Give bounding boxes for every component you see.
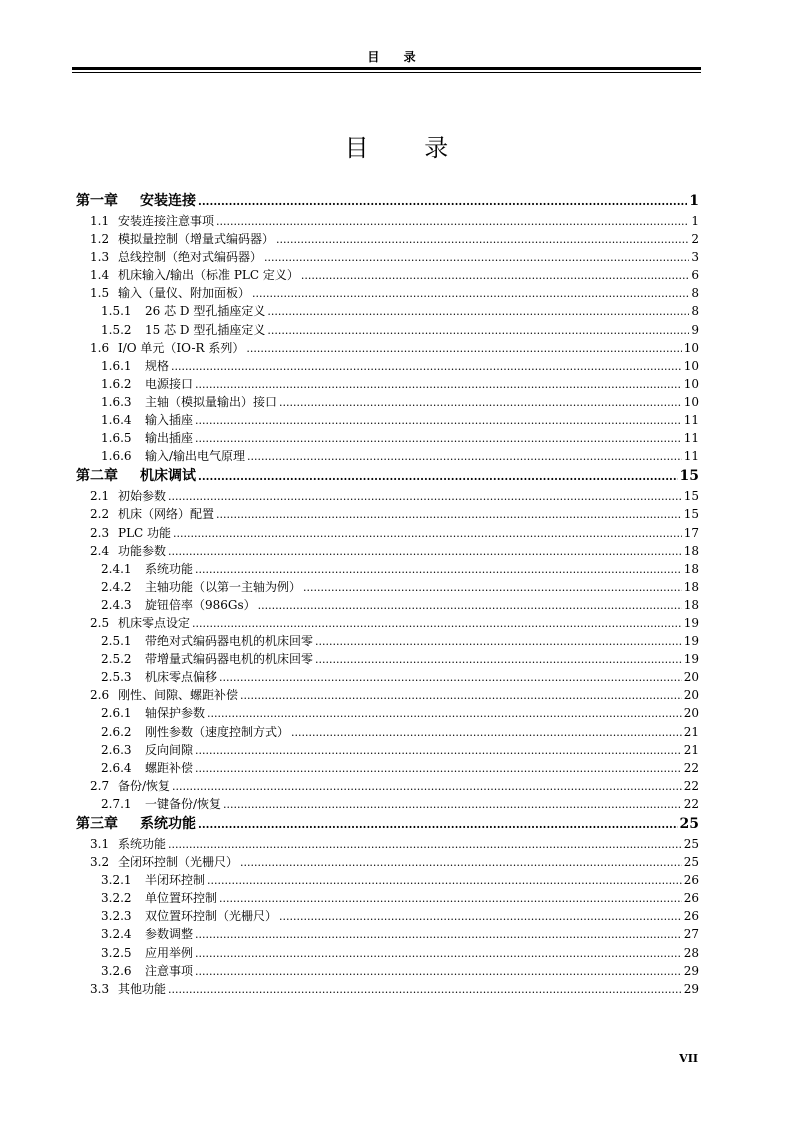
table-of-contents: [76, 190, 699, 998]
toc-dot-leader: [216, 215, 689, 228]
toc-dot-leader: [195, 928, 682, 941]
toc-dot-leader: [195, 744, 682, 757]
toc-entry-number: 3.2.4: [101, 927, 132, 942]
toc-entry[interactable]: [76, 759, 699, 777]
toc-entry-page: 10: [683, 340, 699, 355]
toc-entry[interactable]: [76, 248, 699, 266]
toc-entry-page: 20: [683, 688, 699, 703]
toc-entry-page: 11: [683, 413, 699, 428]
toc-entry-page: 25: [679, 816, 699, 832]
toc-entry-page: 1: [689, 193, 699, 209]
toc-entry-page: 20: [683, 670, 699, 685]
toc-entry-page: 2: [691, 232, 699, 247]
toc-entry-title: 输入/输出电气原理: [145, 449, 246, 464]
toc-entry-page: 28: [683, 945, 699, 960]
toc-entry-page: 26: [683, 909, 699, 924]
toc-entry-title: 主轴功能（以第一主轴为例）: [145, 579, 302, 594]
toc-entry-page: 10: [683, 376, 699, 391]
toc-dot-leader: [267, 305, 689, 318]
toc-chapter-entry[interactable]: [76, 190, 699, 212]
toc-dot-leader: [168, 490, 682, 503]
toc-dot-leader: [168, 838, 682, 851]
toc-entry-number: 1.5: [90, 286, 110, 301]
toc-entry-page: 26: [683, 891, 699, 906]
toc-dot-leader: [195, 414, 682, 427]
toc-entry-number: 3.3: [90, 981, 110, 996]
toc-entry-title: 输入（量仪、附加面板）: [118, 286, 251, 301]
toc-entry-title: 单位置环控制: [145, 891, 218, 906]
toc-entry-title: 输入插座: [145, 413, 194, 428]
toc-entry-number: 2.5.3: [101, 670, 132, 685]
toc-entry[interactable]: [76, 375, 699, 393]
toc-dot-leader: [216, 508, 682, 521]
toc-entry-title: 轴保护参数: [145, 706, 206, 721]
toc-entry-number: 2.1: [90, 489, 110, 504]
toc-entry[interactable]: [76, 889, 699, 907]
toc-entry[interactable]: [76, 284, 699, 302]
toc-dot-leader: [279, 396, 682, 409]
toc-entry-title: 参数调整: [145, 927, 194, 942]
toc-entry-number: 2.7.1: [101, 796, 132, 811]
toc-entry-title: 规格: [145, 358, 170, 373]
toc-dot-leader: [240, 856, 682, 869]
toc-entry-title: 安装连接注意事项: [118, 214, 215, 228]
toc-entry[interactable]: [76, 741, 699, 759]
toc-entry[interactable]: [76, 357, 699, 375]
toc-entry-number: 2.4.2: [101, 579, 132, 594]
toc-entry-title: 安装连接: [140, 193, 196, 209]
toc-dot-leader: [240, 689, 682, 702]
toc-entry[interactable]: [76, 321, 699, 339]
toc-entry-title: I/O 单元（IO-R 系列）: [118, 340, 245, 355]
toc-entry-number: 3.2.6: [101, 963, 132, 978]
toc-entry-page: 19: [683, 615, 699, 630]
toc-entry-page: 26: [683, 873, 699, 888]
toc-entry[interactable]: [76, 853, 699, 871]
toc-entry[interactable]: [76, 907, 699, 925]
toc-entry[interactable]: [76, 668, 699, 686]
toc-entry-number: 第二章: [76, 468, 118, 485]
toc-entry-number: 第一章: [76, 193, 118, 209]
toc-entry-page: 8: [691, 304, 699, 319]
toc-entry-title: 一键备份/恢复: [145, 796, 222, 811]
toc-entry-number: 1.6.2: [101, 376, 132, 391]
toc-entry-page: 11: [683, 449, 699, 464]
toc-entry-title: 半闭环控制: [145, 873, 206, 888]
toc-entry-number: 2.7: [90, 778, 110, 793]
toc-entry-title: 机床零点设定: [118, 615, 191, 630]
toc-entry-page: 10: [683, 394, 699, 409]
toc-entry-title: 刚性参数（速度控制方式）: [145, 724, 290, 739]
toc-entry[interactable]: [76, 777, 699, 795]
toc-entry-number: 2.2: [90, 507, 110, 522]
toc-entry-title: 26 芯 D 型孔插座定义: [145, 304, 266, 319]
toc-entry-page: 8: [691, 286, 699, 301]
toc-entry-number: 1.6: [90, 340, 110, 355]
toc-entry-number: 2.3: [90, 525, 110, 540]
toc-entry-number: 2.6.4: [101, 760, 132, 775]
toc-entry[interactable]: [76, 429, 699, 447]
toc-entry-page: 6: [691, 268, 699, 283]
toc-entry[interactable]: [76, 723, 699, 741]
toc-dot-leader: [219, 892, 682, 905]
toc-entry-number: 3.2.3: [101, 909, 132, 924]
toc-entry-page: 19: [683, 634, 699, 649]
toc-entry-title: 全闭环控制（光栅尺）: [118, 855, 239, 870]
toc-entry-number: 2.5.1: [101, 634, 132, 649]
toc-entry-title: 机床零点偏移: [145, 670, 218, 685]
toc-entry-number: 第三章: [76, 816, 118, 832]
toc-dot-leader: [172, 780, 682, 793]
toc-entry-title: 双位置环控制（光栅尺）: [145, 909, 278, 924]
header-rule-thick: [72, 67, 701, 70]
toc-dot-leader: [258, 599, 682, 612]
toc-entry[interactable]: [76, 596, 699, 614]
toc-dot-leader: [267, 324, 689, 337]
toc-dot-leader: [195, 432, 682, 445]
toc-entry-title: 功能参数: [118, 543, 167, 558]
toc-entry-page: 29: [683, 981, 699, 996]
toc-entry[interactable]: [76, 212, 699, 230]
toc-dot-leader: [171, 360, 682, 373]
toc-dot-leader: [315, 635, 682, 648]
toc-entry-title: 刚性、间隙、螺距补偿: [118, 688, 239, 703]
toc-entry-title: 旋钮倍率（986Gs）: [145, 597, 256, 612]
toc-entry-title: 初始参数: [118, 489, 167, 504]
toc-entry-number: 1.3: [90, 250, 110, 265]
toc-entry[interactable]: [76, 686, 699, 704]
toc-entry-page: 15: [683, 489, 699, 504]
toc-entry-number: 1.1: [90, 214, 110, 228]
toc-entry[interactable]: [76, 944, 699, 962]
toc-entry-number: 1.6.6: [101, 449, 132, 464]
toc-entry-title: 主轴（模拟量输出）接口: [145, 394, 278, 409]
toc-entry-title: 机床调试: [140, 468, 196, 485]
toc-entry-title: 输出插座: [145, 431, 194, 446]
toc-entry[interactable]: [76, 560, 699, 578]
toc-entry-title: 螺距补偿: [145, 760, 194, 775]
toc-entry[interactable]: [76, 447, 699, 465]
toc-entry-title: 反向间隙: [145, 742, 194, 757]
toc-dot-leader: [195, 947, 682, 960]
toc-entry-title: PLC 功能: [118, 525, 172, 540]
toc-entry-page: 15: [679, 468, 699, 485]
toc-dot-leader: [279, 910, 682, 923]
header-rule-thin: [72, 72, 701, 73]
toc-dot-leader: [173, 527, 682, 540]
toc-entry-number: 3.2: [90, 855, 110, 870]
toc-dot-leader: [207, 874, 682, 887]
toc-entry-title: 系统功能: [145, 561, 194, 576]
toc-dot-leader: [291, 726, 682, 739]
toc-chapter-entry[interactable]: [76, 465, 699, 487]
toc-entry-page: 22: [683, 760, 699, 775]
toc-entry[interactable]: [76, 339, 699, 357]
toc-entry-title: 其他功能: [118, 981, 167, 996]
toc-entry-title: 机床输入/输出（标准 PLC 定义）: [118, 268, 299, 283]
toc-dot-leader: [195, 378, 682, 391]
toc-entry-title: 系统功能: [140, 816, 196, 832]
toc-dot-leader: [192, 617, 682, 630]
toc-entry-number: 2.4.1: [101, 561, 132, 576]
toc-entry-title: 带绝对式编码器电机的机床回零: [145, 634, 314, 649]
toc-entry[interactable]: [76, 542, 699, 560]
toc-dot-leader: [198, 195, 687, 208]
toc-entry-page: 25: [683, 837, 699, 851]
toc-dot-leader: [252, 287, 689, 300]
toc-entry[interactable]: [76, 704, 699, 722]
toc-entry-page: 22: [683, 778, 699, 793]
toc-dot-leader: [247, 450, 682, 463]
toc-entry[interactable]: [76, 980, 699, 998]
toc-entry-number: 1.2: [90, 232, 110, 247]
toc-chapter-entry[interactable]: [76, 813, 699, 835]
toc-entry[interactable]: [76, 230, 699, 248]
toc-entry-page: 21: [683, 724, 699, 739]
toc-entry[interactable]: [76, 487, 699, 505]
toc-entry-title: 应用举例: [145, 945, 194, 960]
toc-entry-page: 18: [683, 561, 699, 576]
toc-entry-title: 15 芯 D 型孔插座定义: [145, 322, 266, 337]
running-header: 目 录: [367, 50, 426, 64]
toc-entry-page: 17: [683, 525, 699, 540]
toc-entry-page: 1: [691, 214, 699, 228]
toc-dot-leader: [168, 545, 682, 558]
toc-entry[interactable]: [76, 795, 699, 813]
toc-entry[interactable]: [76, 393, 699, 411]
toc-entry-number: 2.5: [90, 615, 110, 630]
toc-entry[interactable]: [76, 650, 699, 668]
toc-entry[interactable]: [76, 962, 699, 980]
toc-entry[interactable]: [76, 632, 699, 650]
toc-entry-page: 25: [683, 855, 699, 870]
toc-dot-leader: [195, 762, 682, 775]
toc-entry-page: 10: [683, 358, 699, 373]
toc-entry-page: 18: [683, 543, 699, 558]
toc-dot-leader: [207, 707, 682, 720]
page-title: 目 录: [344, 134, 473, 162]
toc-dot-leader: [219, 671, 682, 684]
toc-entry-number: 1.5.1: [101, 304, 132, 319]
toc-entry-number: 2.4.3: [101, 597, 132, 612]
toc-entry-page: 15: [683, 507, 699, 522]
toc-entry-page: 3: [691, 250, 699, 265]
toc-entry-page: 21: [683, 742, 699, 757]
toc-entry-page: 20: [683, 706, 699, 721]
toc-entry-number: 3.2.5: [101, 945, 132, 960]
toc-entry-number: 1.4: [90, 268, 110, 283]
toc-entry[interactable]: [76, 302, 699, 320]
toc-entry-title: 系统功能: [118, 837, 167, 851]
toc-entry-number: 2.4: [90, 543, 110, 558]
toc-entry-title: 总线控制（绝对式编码器）: [118, 250, 263, 265]
toc-entry-page: 22: [683, 796, 699, 811]
toc-entry-number: 2.6.3: [101, 742, 132, 757]
toc-entry-page: 29: [683, 963, 699, 978]
footer-page-number: VII: [679, 1052, 698, 1065]
toc-dot-leader: [198, 818, 678, 831]
toc-dot-leader: [223, 798, 682, 811]
toc-entry-number: 1.5.2: [101, 322, 132, 337]
toc-entry[interactable]: [76, 505, 699, 523]
toc-entry[interactable]: [76, 411, 699, 429]
toc-dot-leader: [264, 251, 689, 264]
toc-entry-number: 2.6: [90, 688, 110, 703]
toc-entry-title: 机床（网络）配置: [118, 507, 215, 522]
toc-entry-number: 1.6.5: [101, 431, 132, 446]
toc-entry-number: 1.6.1: [101, 358, 132, 373]
toc-dot-leader: [315, 653, 682, 666]
toc-entry[interactable]: [76, 266, 699, 284]
toc-entry[interactable]: [76, 835, 699, 853]
toc-dot-leader: [198, 470, 678, 483]
toc-entry-page: 19: [683, 652, 699, 667]
toc-dot-leader: [195, 563, 682, 576]
toc-entry-page: 27: [683, 927, 699, 942]
toc-dot-leader: [301, 269, 689, 282]
toc-entry-title: 注意事项: [145, 963, 194, 978]
toc-entry[interactable]: [76, 925, 699, 943]
toc-entry-number: 2.6.1: [101, 706, 132, 721]
toc-entry-page: 9: [691, 322, 699, 337]
toc-entry-number: 1.6.4: [101, 413, 132, 428]
toc-dot-leader: [303, 581, 682, 594]
toc-entry-title: 电源接口: [145, 376, 194, 391]
toc-entry-page: 18: [683, 579, 699, 594]
toc-dot-leader: [276, 233, 689, 246]
toc-entry-title: 模拟量控制（增量式编码器）: [118, 232, 275, 247]
toc-dot-leader: [246, 342, 681, 355]
toc-entry[interactable]: [76, 578, 699, 596]
toc-entry-page: 11: [683, 431, 699, 446]
toc-entry-number: 3.1: [90, 837, 110, 851]
toc-entry-number: 2.6.2: [101, 724, 132, 739]
toc-entry-number: 3.2.1: [101, 873, 132, 888]
toc-entry-page: 18: [683, 597, 699, 612]
toc-entry[interactable]: [76, 614, 699, 632]
toc-entry-number: 3.2.2: [101, 891, 132, 906]
toc-dot-leader: [195, 965, 682, 978]
toc-entry[interactable]: [76, 871, 699, 889]
toc-entry-number: 1.6.3: [101, 394, 132, 409]
toc-entry-title: 备份/恢复: [118, 778, 171, 793]
toc-entry[interactable]: [76, 524, 699, 542]
toc-entry-number: 2.5.2: [101, 652, 132, 667]
toc-dot-leader: [168, 983, 682, 996]
toc-entry-title: 带增量式编码器电机的机床回零: [145, 652, 314, 667]
